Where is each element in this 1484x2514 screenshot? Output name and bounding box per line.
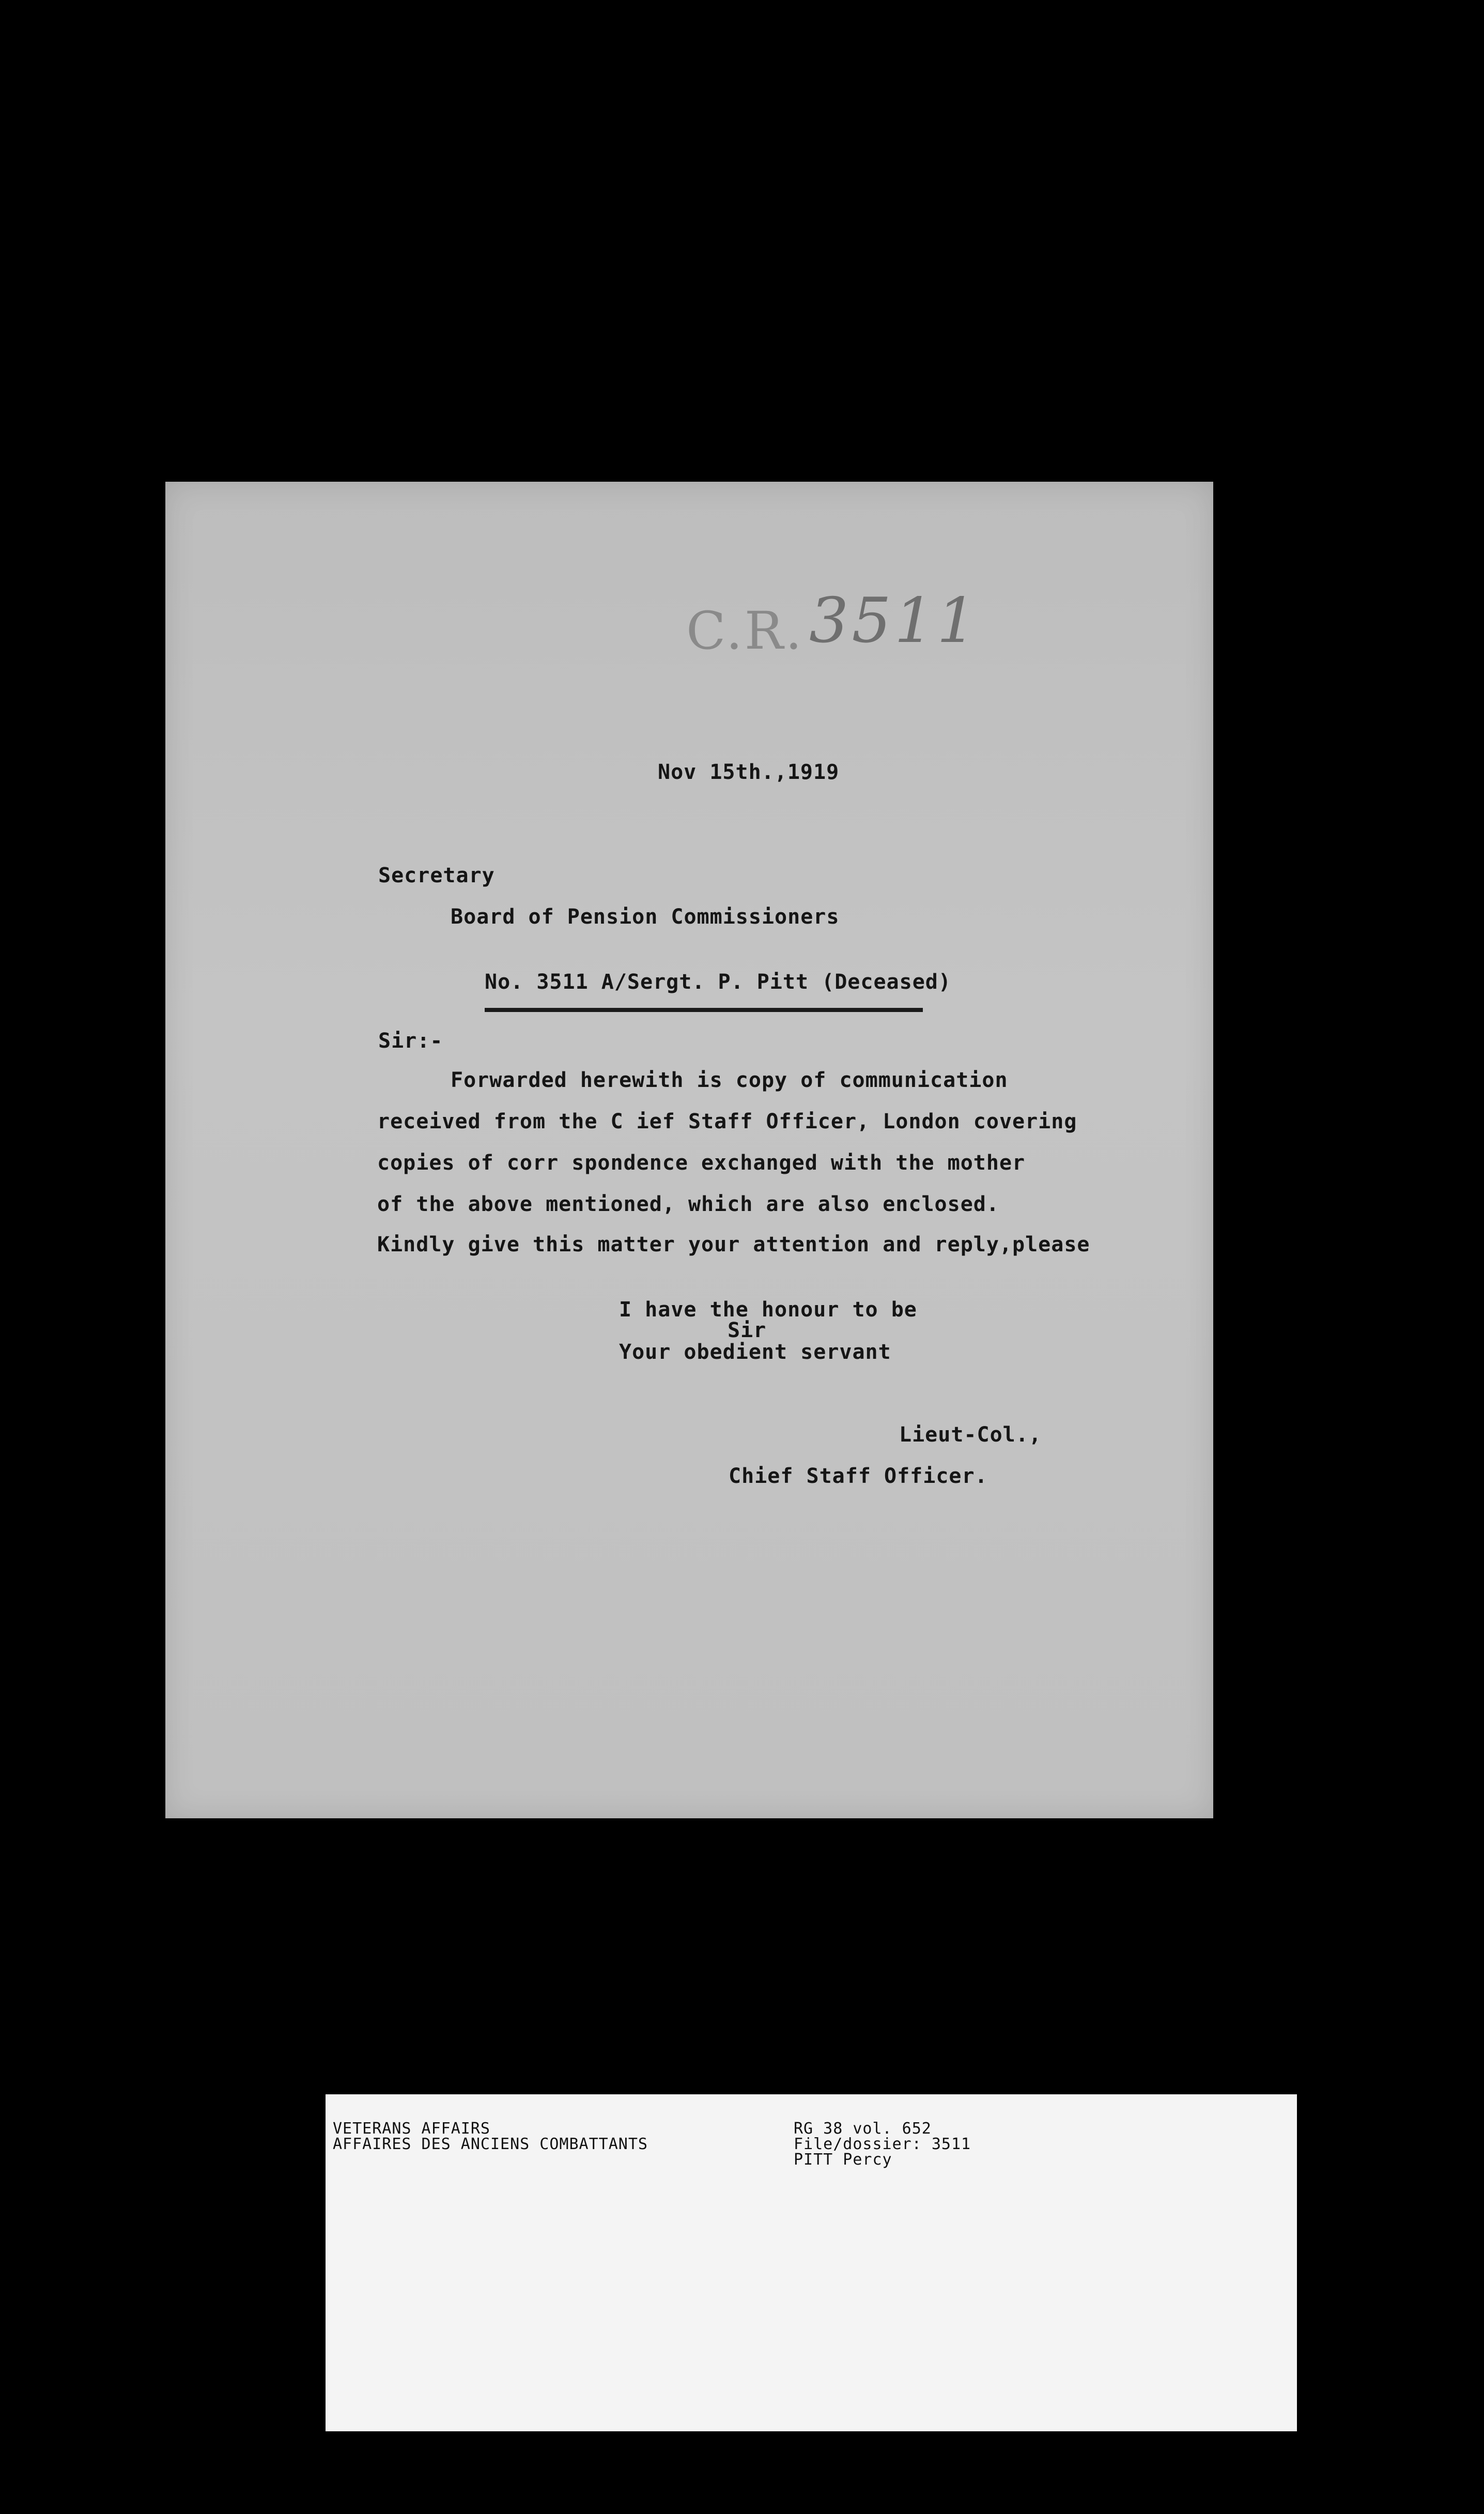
label-person-name: PITT Percy <box>794 2151 892 2169</box>
signature-title: Chief Staff Officer. <box>729 1464 988 1488</box>
letter-closing-line: Sir <box>728 1319 767 1342</box>
letter-addressee: Secretary <box>378 864 495 887</box>
letter-addressee-org: Board of Pension Commissioners <box>451 905 840 929</box>
subject-underline <box>485 1008 923 1012</box>
letter-page <box>165 482 1213 1818</box>
signature-rank: Lieut-Col., <box>899 1423 1042 1447</box>
letter-body-line: of the above mentioned, which are also enclosed. <box>377 1192 999 1216</box>
file-stamp-number: 3511 <box>809 585 980 657</box>
letter-salutation: Sir:- <box>378 1029 443 1053</box>
label-reference: RG 38 vol. 652 <box>794 2120 932 2138</box>
letter-date: Nov 15th.,1919 <box>658 760 840 784</box>
letter-closing-line: Your obedient servant <box>619 1340 891 1364</box>
letter-body-line: received from the C ief Staff Officer, London covering <box>377 1110 1077 1133</box>
letter-body-line: Forwarded herewith is copy of communication <box>451 1068 1008 1092</box>
label-dept-fr: AFFAIRES DES ANCIENS COMBATTANTS <box>333 2135 648 2153</box>
label-file-number: File/dossier: 3511 <box>794 2135 971 2153</box>
archival-label-card <box>326 2094 1297 2431</box>
file-stamp-prefix: C.R. <box>686 601 804 661</box>
letter-closing-line: I have the honour to be <box>619 1298 917 1322</box>
letter-body-line: copies of corr spondence exchanged with the mother <box>377 1151 1026 1175</box>
letter-subject: No. 3511 A/Sergt. P. Pitt (Deceased) <box>485 970 951 994</box>
letter-body-line: Kindly give this matter your attention and reply,please <box>377 1233 1090 1256</box>
label-dept-en: VETERANS AFFAIRS <box>333 2120 490 2138</box>
